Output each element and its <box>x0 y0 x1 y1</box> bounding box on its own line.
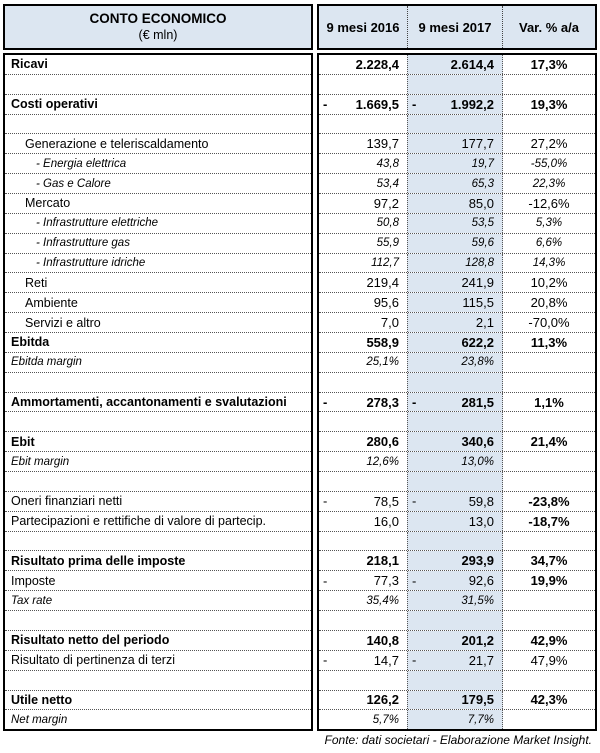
row-label: Utile netto <box>11 692 73 707</box>
cell-var-percent <box>503 591 595 610</box>
cell-2017 <box>407 412 503 431</box>
value-2017: 128,8 <box>465 257 494 270</box>
cell-var-percent <box>503 154 595 173</box>
table-row-values <box>319 373 595 393</box>
table-row-label <box>5 95 311 115</box>
cell-2016 <box>319 115 407 134</box>
cell-2017 <box>407 651 503 670</box>
cell-2016 <box>319 512 407 531</box>
value-var-percent: 22,3% <box>532 177 566 190</box>
value-2016: 5,7% <box>372 713 399 726</box>
value-2016: 97,2 <box>373 195 399 211</box>
cell-2016 <box>319 293 407 312</box>
cell-2016 <box>319 333 407 352</box>
value-2017: 13,0% <box>461 455 494 468</box>
table-row-values <box>319 631 595 651</box>
table-row-label <box>5 273 311 293</box>
table-row-values <box>319 115 595 135</box>
value-2016: 35,4% <box>366 594 399 607</box>
cell-2017 <box>407 512 503 531</box>
row-label: Mercato <box>25 196 71 211</box>
value-2017: 115,5 <box>462 295 494 311</box>
cell-var-percent <box>503 293 595 312</box>
value-var-percent: -12,6% <box>528 195 570 211</box>
value-2017: 92,6 <box>468 573 494 589</box>
table-row-label <box>5 313 311 333</box>
cell-2016 <box>319 651 407 670</box>
cell-2017 <box>407 353 503 372</box>
cell-var-percent <box>503 75 595 94</box>
source-note: Fonte: dati societari - Elaborazione Market Insight. <box>324 733 592 747</box>
cell-2017 <box>407 75 503 94</box>
value-2016: 278,3 <box>366 394 399 410</box>
table-row-label <box>5 134 311 154</box>
table-header-title-block <box>3 4 313 50</box>
cell-2016 <box>319 75 407 94</box>
minus-sign-2017: - <box>412 394 417 410</box>
table-row-label <box>5 571 311 591</box>
value-var-percent: 5,3% <box>535 217 563 230</box>
cell-2017 <box>407 194 503 213</box>
table-row-label <box>5 55 311 75</box>
cell-2016 <box>319 412 407 431</box>
row-label: Ricavi <box>11 57 48 72</box>
table-row-values <box>319 75 595 95</box>
cell-var-percent <box>503 452 595 471</box>
cell-2017 <box>407 452 503 471</box>
value-var-percent: 6,6% <box>535 237 563 250</box>
cell-2016 <box>319 194 407 213</box>
cell-var-percent <box>503 55 595 74</box>
cell-var-percent <box>503 412 595 431</box>
table-row-values <box>319 591 595 611</box>
cell-2017 <box>407 234 503 253</box>
cell-var-percent <box>503 134 595 153</box>
cell-2017 <box>407 273 503 292</box>
value-var-percent: -55,0% <box>530 157 568 170</box>
cell-2017 <box>407 671 503 690</box>
cell-2017 <box>407 115 503 134</box>
value-var-percent: -23,8% <box>528 493 570 509</box>
table-row-values <box>319 571 595 591</box>
value-2017: 2,1 <box>475 315 494 331</box>
cell-2016 <box>319 492 407 511</box>
cell-var-percent <box>503 115 595 134</box>
table-row-label <box>5 174 311 194</box>
table-row-values <box>319 333 595 353</box>
cell-var-percent <box>503 194 595 213</box>
table-row-label <box>5 333 311 353</box>
cell-var-percent <box>503 333 595 352</box>
cell-2016 <box>319 671 407 690</box>
row-label <box>5 373 311 392</box>
value-2016: 16,0 <box>373 513 399 529</box>
cell-2017 <box>407 393 503 412</box>
cell-var-percent <box>503 551 595 570</box>
row-label <box>5 532 311 551</box>
row-label: Ebit margin <box>11 455 70 468</box>
cell-2016 <box>319 611 407 630</box>
value-var-percent: 42,3% <box>530 692 568 708</box>
row-label: Ebit <box>11 434 35 449</box>
table-row-label <box>5 631 311 651</box>
cell-var-percent <box>503 631 595 650</box>
value-var-percent: 19,3% <box>530 96 568 112</box>
value-2016: 2.228,4 <box>355 56 399 72</box>
value-var-percent: 17,3% <box>530 56 568 72</box>
table-row-label <box>5 691 311 711</box>
table-row-values <box>319 512 595 532</box>
row-label: Ebitda margin <box>11 356 82 369</box>
value-2017: 281,5 <box>461 394 494 410</box>
value-var-percent: -70,0% <box>528 315 570 331</box>
cell-2017 <box>407 313 503 332</box>
value-2016: 95,6 <box>373 295 399 311</box>
cell-2016 <box>319 710 407 729</box>
cell-2016 <box>319 472 407 491</box>
table-row-label <box>5 472 311 492</box>
table-row-values <box>319 214 595 234</box>
cell-2016 <box>319 631 407 650</box>
value-2017: 13,0 <box>468 513 494 529</box>
table-row-values <box>319 551 595 571</box>
row-label: - Energia elettrica <box>36 157 127 170</box>
cell-2016 <box>319 373 407 392</box>
value-2017: 65,3 <box>471 177 494 190</box>
cell-2017 <box>407 95 503 114</box>
value-var-percent: 34,7% <box>530 553 568 569</box>
table-row-label <box>5 512 311 532</box>
value-2016: 1.669,5 <box>355 96 399 112</box>
cell-var-percent <box>503 373 595 392</box>
table-row-values <box>319 273 595 293</box>
cell-var-percent <box>503 710 595 729</box>
row-label <box>5 412 311 431</box>
value-2017: 622,2 <box>461 334 494 350</box>
table-row-label <box>5 611 311 631</box>
row-label: Risultato prima delle imposte <box>11 553 186 568</box>
cell-2017 <box>407 55 503 74</box>
cell-2017 <box>407 154 503 173</box>
value-2016: 280,6 <box>366 434 399 450</box>
value-2017: 179,5 <box>461 692 494 708</box>
row-label: Partecipazioni e rettifiche di valore di partecip. <box>11 514 266 529</box>
cell-2016 <box>319 154 407 173</box>
table-row-label <box>5 234 311 254</box>
table-row-values <box>319 432 595 452</box>
cell-var-percent <box>503 234 595 253</box>
minus-sign-2017: - <box>412 96 417 112</box>
table-title: CONTO ECONOMICO <box>89 10 227 26</box>
table-row-values <box>319 651 595 671</box>
minus-sign-2016: - <box>323 493 328 509</box>
table-row-label <box>5 591 311 611</box>
cell-var-percent <box>503 691 595 710</box>
cell-2017 <box>407 710 503 729</box>
table-row-label <box>5 432 311 452</box>
row-label: Servizi e altro <box>25 315 101 330</box>
cell-var-percent <box>503 432 595 451</box>
row-label: Net margin <box>11 713 68 726</box>
row-label: - Infrastrutture gas <box>36 237 130 250</box>
cell-2017 <box>407 571 503 590</box>
cell-2017 <box>407 691 503 710</box>
cell-2016 <box>319 452 407 471</box>
value-2016: 77,3 <box>373 573 399 589</box>
table-row-values <box>319 691 595 711</box>
value-2017: 21,7 <box>468 652 494 668</box>
value-2017: 85,0 <box>468 195 494 211</box>
cell-2017 <box>407 611 503 630</box>
cell-var-percent <box>503 571 595 590</box>
value-2016: 218,1 <box>366 553 399 569</box>
row-label: Generazione e teleriscaldamento <box>25 136 209 151</box>
table-row-label <box>5 75 311 95</box>
row-label <box>5 671 311 690</box>
cell-2017 <box>407 333 503 352</box>
value-2016: 25,1% <box>366 356 399 369</box>
value-2016: 43,8 <box>376 157 399 170</box>
table-body-values-block <box>317 53 597 731</box>
value-2017: 340,6 <box>461 434 494 450</box>
table-row-label <box>5 393 311 413</box>
row-label: - Gas e Calore <box>36 177 111 190</box>
value-2016: 55,9 <box>376 237 399 250</box>
value-var-percent: 14,3% <box>532 257 566 270</box>
cell-2016 <box>319 214 407 233</box>
value-2017: 7,7% <box>467 713 494 726</box>
cell-2017 <box>407 174 503 193</box>
table-row-values <box>319 452 595 472</box>
table-row-values <box>319 412 595 432</box>
table-row-label <box>5 214 311 234</box>
minus-sign-2017: - <box>412 652 417 668</box>
table-row-values <box>319 532 595 552</box>
value-2017: 59,8 <box>468 493 494 509</box>
cell-var-percent <box>503 95 595 114</box>
table-row-label <box>5 671 311 691</box>
cell-2017 <box>407 432 503 451</box>
cell-var-percent <box>503 273 595 292</box>
minus-sign-2016: - <box>323 573 328 589</box>
value-2017: 1.992,2 <box>450 96 494 112</box>
cell-2016 <box>319 254 407 273</box>
column-header-9-mesi-2017: 9 mesi 2017 <box>407 6 503 48</box>
cell-2017 <box>407 134 503 153</box>
row-label: Risultato netto del periodo <box>11 633 170 648</box>
value-2017: 59,6 <box>471 237 494 250</box>
cell-2017 <box>407 293 503 312</box>
value-2017: 293,9 <box>461 553 494 569</box>
value-var-percent: 47,9% <box>530 652 568 668</box>
value-var-percent: 27,2% <box>530 136 568 152</box>
value-2016: 140,8 <box>366 632 399 648</box>
table-row-values <box>319 55 595 75</box>
row-label <box>5 115 311 134</box>
value-2016: 78,5 <box>373 493 399 509</box>
minus-sign-2017: - <box>412 493 417 509</box>
cell-2016 <box>319 273 407 292</box>
cell-var-percent <box>503 651 595 670</box>
cell-2016 <box>319 55 407 74</box>
cell-var-percent <box>503 472 595 491</box>
cell-var-percent <box>503 393 595 412</box>
minus-sign-2017: - <box>412 573 417 589</box>
table-row-values <box>319 353 595 373</box>
cell-var-percent <box>503 611 595 630</box>
minus-sign-2016: - <box>323 652 328 668</box>
value-2017: 2.614,4 <box>450 56 494 72</box>
cell-2017 <box>407 254 503 273</box>
table-row-label <box>5 710 311 729</box>
table-row-values <box>319 611 595 631</box>
table-row-values <box>319 313 595 333</box>
table-row-label <box>5 115 311 135</box>
minus-sign-2016: - <box>323 96 328 112</box>
table-row-values <box>319 254 595 274</box>
table-row-label <box>5 194 311 214</box>
value-var-percent: 20,8% <box>530 295 568 311</box>
cell-2017 <box>407 214 503 233</box>
cell-2016 <box>319 174 407 193</box>
cell-var-percent <box>503 512 595 531</box>
row-label: Ebitda <box>11 335 50 350</box>
row-label: Imposte <box>11 573 56 588</box>
cell-2017 <box>407 472 503 491</box>
row-label <box>5 75 311 94</box>
value-2016: 558,9 <box>366 334 399 350</box>
cell-2016 <box>319 691 407 710</box>
cell-2016 <box>319 134 407 153</box>
table-row-values <box>319 154 595 174</box>
value-2017: 23,8% <box>461 356 494 369</box>
cell-2016 <box>319 551 407 570</box>
table-row-label <box>5 551 311 571</box>
cell-2016 <box>319 571 407 590</box>
row-label: - Infrastrutture elettriche <box>36 217 159 230</box>
cell-2017 <box>407 591 503 610</box>
table-row-label <box>5 532 311 552</box>
value-2017: 53,5 <box>471 217 494 230</box>
cell-var-percent <box>503 254 595 273</box>
value-var-percent: -18,7% <box>528 513 570 529</box>
value-2016: 112,7 <box>371 257 399 270</box>
table-row-label <box>5 412 311 432</box>
table-subtitle: (€ mln) <box>138 27 178 42</box>
table-row-label <box>5 492 311 512</box>
cell-2016 <box>319 234 407 253</box>
table-row-label <box>5 254 311 274</box>
minus-sign-2016: - <box>323 394 328 410</box>
cell-var-percent <box>503 492 595 511</box>
column-header-var-percent: Var. % a/a <box>519 19 579 35</box>
table-header-columns-block <box>317 4 597 50</box>
table-row-values <box>319 234 595 254</box>
table-row-values <box>319 671 595 691</box>
row-label: Tax rate <box>11 594 53 607</box>
table-row-values <box>319 492 595 512</box>
row-label: Oneri finanziari netti <box>11 494 123 509</box>
row-label: Ambiente <box>25 295 78 310</box>
value-2016: 139,7 <box>366 136 399 152</box>
table-row-label <box>5 452 311 472</box>
value-var-percent: 1,1% <box>534 394 564 410</box>
cell-2016 <box>319 393 407 412</box>
row-label <box>5 611 311 630</box>
cell-var-percent <box>503 313 595 332</box>
cell-2017 <box>407 532 503 551</box>
table-row-values <box>319 710 595 729</box>
value-2017: 177,7 <box>461 136 494 152</box>
cell-2016 <box>319 591 407 610</box>
table-row-values <box>319 293 595 313</box>
value-var-percent: 19,9% <box>530 573 568 589</box>
value-var-percent: 42,9% <box>530 632 568 648</box>
value-var-percent: 10,2% <box>530 275 568 291</box>
cell-2016 <box>319 353 407 372</box>
value-2017: 31,5% <box>461 594 494 607</box>
cell-var-percent <box>503 532 595 551</box>
row-label: Risultato di pertinenza di terzi <box>11 653 175 668</box>
cell-2016 <box>319 95 407 114</box>
table-row-values <box>319 393 595 413</box>
cell-2017 <box>407 492 503 511</box>
table-row-values <box>319 134 595 154</box>
value-2016: 14,7 <box>373 652 399 668</box>
cell-var-percent <box>503 174 595 193</box>
row-label: Ammortamenti, accantonamenti e svalutazioni <box>11 395 287 410</box>
table-body-labels-block <box>3 53 313 731</box>
cell-2017 <box>407 631 503 650</box>
value-2016: 7,0 <box>380 315 399 331</box>
value-2017: 19,7 <box>471 157 494 170</box>
cell-2016 <box>319 313 407 332</box>
value-var-percent: 11,3% <box>530 334 568 350</box>
value-2016: 53,4 <box>376 177 399 190</box>
value-2016: 126,2 <box>366 692 399 708</box>
table-row-values <box>319 472 595 492</box>
row-label: - Infrastrutture idriche <box>36 257 146 270</box>
value-2016: 12,6% <box>366 455 399 468</box>
cell-var-percent <box>503 353 595 372</box>
table-row-label <box>5 293 311 313</box>
cell-2017 <box>407 373 503 392</box>
cell-var-percent <box>503 671 595 690</box>
cell-var-percent <box>503 214 595 233</box>
table-row-label <box>5 353 311 373</box>
table-row-values <box>319 95 595 115</box>
row-label: Reti <box>25 275 48 290</box>
table-row-label <box>5 154 311 174</box>
table-row-label <box>5 651 311 671</box>
table-row-label <box>5 373 311 393</box>
value-2017: 201,2 <box>461 632 494 648</box>
table-row-values <box>319 174 595 194</box>
cell-2016 <box>319 432 407 451</box>
value-2017: 241,9 <box>461 275 494 291</box>
row-label: Costi operativi <box>11 97 98 112</box>
cell-2016 <box>319 532 407 551</box>
value-2016: 219,4 <box>366 275 399 291</box>
value-2016: 50,8 <box>376 217 399 230</box>
value-var-percent: 21,4% <box>530 434 568 450</box>
row-label <box>5 472 311 491</box>
column-header-9-mesi-2016: 9 mesi 2016 <box>326 19 400 35</box>
table-row-values <box>319 194 595 214</box>
cell-2017 <box>407 551 503 570</box>
